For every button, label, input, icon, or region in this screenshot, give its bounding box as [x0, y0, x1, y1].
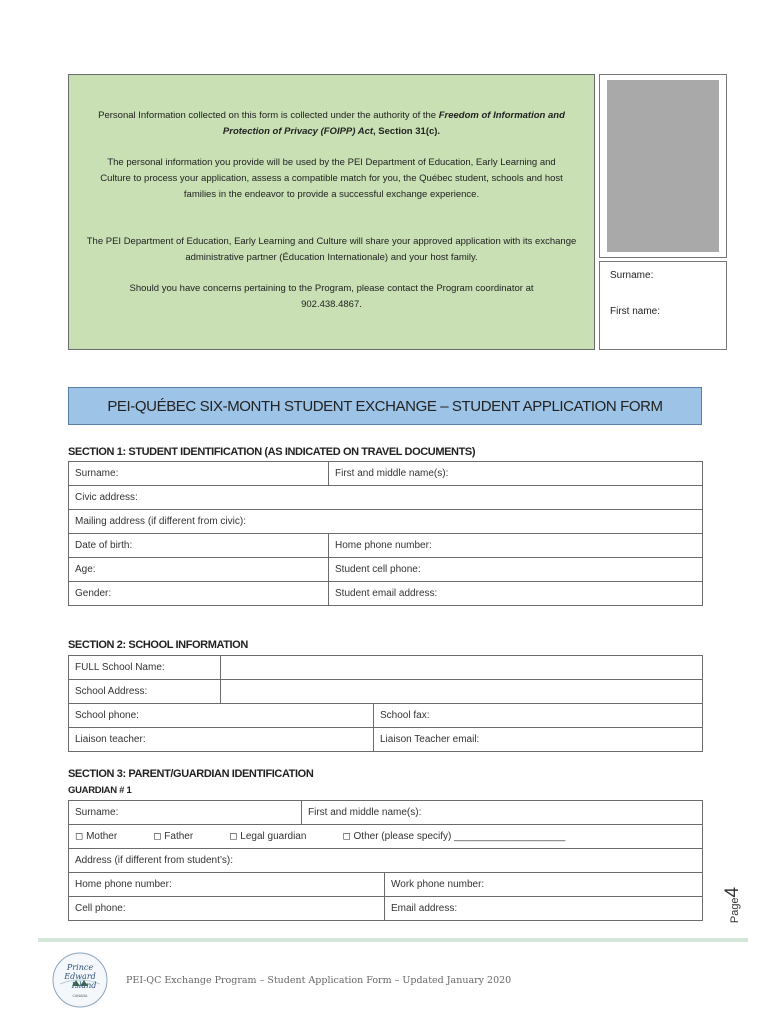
- table-row: [69, 849, 703, 873]
- table-row: [69, 801, 703, 825]
- table-row: [69, 680, 703, 704]
- section-3-heading: SECTION 3: PARENT/GUARDIAN IDENTIFICATION: [68, 768, 314, 780]
- section-2-school-name-table: [68, 655, 703, 704]
- table-row: [69, 486, 703, 510]
- table-row: [69, 897, 703, 921]
- page-label: Page: [729, 897, 742, 924]
- section-1-table: [68, 461, 703, 606]
- guardian-address-field[interactable]: Address (if different from student’s):: [69, 849, 703, 873]
- privacy-notice: [68, 74, 595, 350]
- photo-box[interactable]: [599, 74, 727, 258]
- section-2-contacts-table: [68, 703, 703, 752]
- page-number: [723, 886, 753, 926]
- guardian-1-subheading: GUARDIAN # 1: [68, 785, 132, 796]
- section-3-name-table: [68, 800, 703, 873]
- guardian-surname-field[interactable]: Surname:: [69, 801, 302, 825]
- guardian-cell-phone-field[interactable]: Cell phone:: [69, 897, 385, 921]
- foipp-act-name: Freedom of Information and Protection of Privacy (FOIPP) Act: [222, 110, 565, 137]
- name-box: [599, 261, 727, 350]
- father-checkbox[interactable]: ◻ Father: [153, 831, 194, 842]
- table-row: [69, 728, 703, 752]
- pei-logo-icon: [50, 950, 110, 1010]
- logo-text-line3: Island: [71, 981, 97, 990]
- logo-text-line1: Prince: [66, 963, 94, 972]
- page-number-value: 4: [722, 886, 744, 898]
- guardian-home-phone-field[interactable]: Home phone number:: [69, 873, 385, 897]
- footer-text: PEI-QC Exchange Program – Student Application Form – Updated January 2020: [126, 975, 512, 986]
- student-mailing-address-field[interactable]: Mailing address (if different from civic):: [69, 510, 703, 534]
- school-name-field[interactable]: [221, 656, 703, 680]
- other-checkbox[interactable]: ◻ Other (please specify) ____________________: [342, 831, 566, 842]
- photo-placeholder: [607, 80, 719, 252]
- name-box-first-name-label: First name:: [610, 306, 661, 317]
- section-1-heading: SECTION 1: STUDENT IDENTIFICATION (AS INDICATED ON TRAVEL DOCUMENTS): [68, 446, 476, 458]
- guardian-first-middle-field[interactable]: First and middle name(s):: [302, 801, 703, 825]
- student-first-middle-field[interactable]: First and middle name(s):: [329, 462, 703, 486]
- table-row: [69, 558, 703, 582]
- student-cell-phone-field[interactable]: Student cell phone:: [329, 558, 703, 582]
- table-row: [69, 825, 703, 849]
- table-row: [69, 582, 703, 606]
- school-address-label: School Address:: [69, 680, 221, 704]
- privacy-contact-text: Should you have concerns pertaining to the Program, please contact the Program coordinator at 902.438.4867.: [129, 283, 534, 310]
- table-row: [69, 462, 703, 486]
- guardian-relationship-options: [69, 825, 703, 849]
- student-gender-field[interactable]: Gender:: [69, 582, 329, 606]
- table-row: [69, 873, 703, 897]
- school-name-label: FULL School Name:: [69, 656, 221, 680]
- student-dob-field[interactable]: Date of birth:: [69, 534, 329, 558]
- guardian-work-phone-field[interactable]: Work phone number:: [385, 873, 703, 897]
- table-row: [69, 510, 703, 534]
- legal-guardian-checkbox[interactable]: ◻ Legal guardian: [229, 831, 307, 842]
- section-2-heading: SECTION 2: SCHOOL INFORMATION: [68, 639, 248, 651]
- student-email-field[interactable]: Student email address:: [329, 582, 703, 606]
- student-surname-field[interactable]: Surname:: [69, 462, 329, 486]
- school-fax-field[interactable]: School fax:: [374, 704, 703, 728]
- table-row: [69, 534, 703, 558]
- school-address-field[interactable]: [221, 680, 703, 704]
- privacy-authority-text: Personal Information collected on this form is collected under the authority of the Freedom of Information and Protection of Privacy (FOIPP) Act, Section 31(c).: [98, 110, 565, 137]
- liaison-teacher-field[interactable]: Liaison teacher:: [69, 728, 374, 752]
- student-home-phone-field[interactable]: Home phone number:: [329, 534, 703, 558]
- privacy-use-text: The personal information you provide will be used by the PEI Department of Education, Early Learning and Culture to process your application, assess a compatible match for you, the Québec student, schools and host families in the endeavor to provide a successful exchange experience.: [100, 157, 563, 200]
- name-box-surname-label: Surname:: [610, 270, 654, 281]
- section-3-phone-table: [68, 872, 703, 921]
- guardian-email-field[interactable]: Email address:: [385, 897, 703, 921]
- logo-text-line2: Edward: [64, 972, 96, 981]
- table-row: [69, 656, 703, 680]
- table-row: [69, 704, 703, 728]
- form-title: PEI-QUÉBEC SIX-MONTH STUDENT EXCHANGE – STUDENT APPLICATION FORM: [68, 387, 702, 425]
- school-phone-field[interactable]: School phone:: [69, 704, 374, 728]
- student-age-field[interactable]: Age:: [69, 558, 329, 582]
- mother-checkbox[interactable]: ◻ Mother: [75, 831, 118, 842]
- student-civic-address-field[interactable]: Civic address:: [69, 486, 703, 510]
- liaison-teacher-email-field[interactable]: Liaison Teacher email:: [374, 728, 703, 752]
- privacy-share-text: The PEI Department of Education, Early Learning and Culture will share your approved application with its exchange administrative partner (Éducation Internationale) and your host family.: [86, 236, 577, 263]
- logo-text-line4: CANADA: [72, 994, 88, 998]
- footer-divider: [38, 938, 748, 942]
